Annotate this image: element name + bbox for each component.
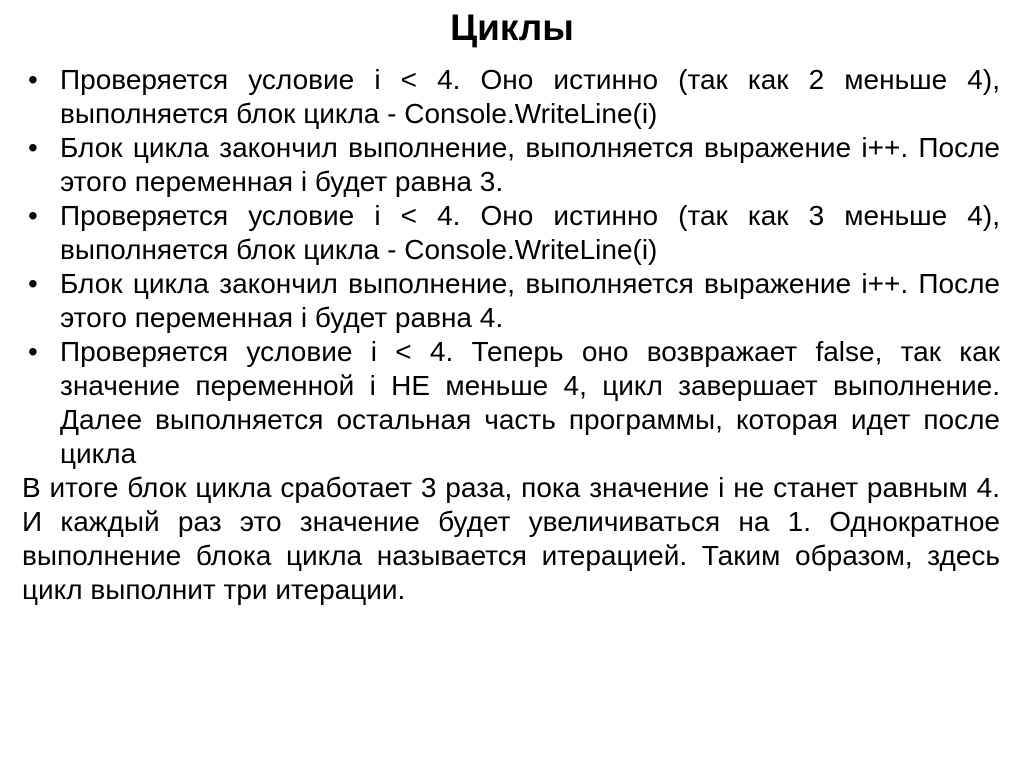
bullet-text: Проверяется условие i < 4. Оно истинно (так как 2 меньше 4), выполняется блок цикла - Console.WriteLine(i)	[60, 64, 1000, 129]
bullet-marker: •	[28, 336, 38, 367]
bullet-item	[22, 199, 1000, 267]
bullet-item	[22, 267, 1000, 335]
bullet-item	[22, 131, 1000, 199]
bullet-item	[22, 63, 1000, 131]
bullet-text: Блок цикла закончил выполнение, выполняется выражение i++. После этого переменная i будет равна 4.	[60, 268, 1000, 333]
bullet-marker: •	[28, 132, 38, 163]
slide-title: Циклы	[450, 7, 574, 48]
bullet-marker: •	[28, 200, 38, 231]
bullet-marker: •	[28, 268, 38, 299]
bullet-marker: •	[28, 64, 38, 95]
closing-paragraph: В итоге блок цикла сработает 3 раза, пока значение i не станет равным 4. И каждый раз это значение будет увеличиваться на 1. Однократное выполнение блока цикла называется итерацией. Таким образом, здесь цикл выполнит три итерации.	[22, 472, 1000, 605]
bullet-text: Проверяется условие i < 4. Теперь оно возвражает false, так как значение переменной i НЕ меньше 4, цикл завершает выполнение. Далее выполняется остальная часть программы, которая идет после цикла	[60, 336, 1000, 469]
bullet-item	[22, 335, 1000, 471]
bullet-text: Блок цикла закончил выполнение, выполняется выражение i++. После этого переменная i будет равна 3.	[60, 132, 1000, 197]
bullet-list	[22, 63, 1000, 471]
bullet-text: Проверяется условие i < 4. Оно истинно (так как 3 меньше 4), выполняется блок цикла - Console.WriteLine(i)	[60, 200, 1000, 265]
slide-body	[0, 63, 1024, 607]
